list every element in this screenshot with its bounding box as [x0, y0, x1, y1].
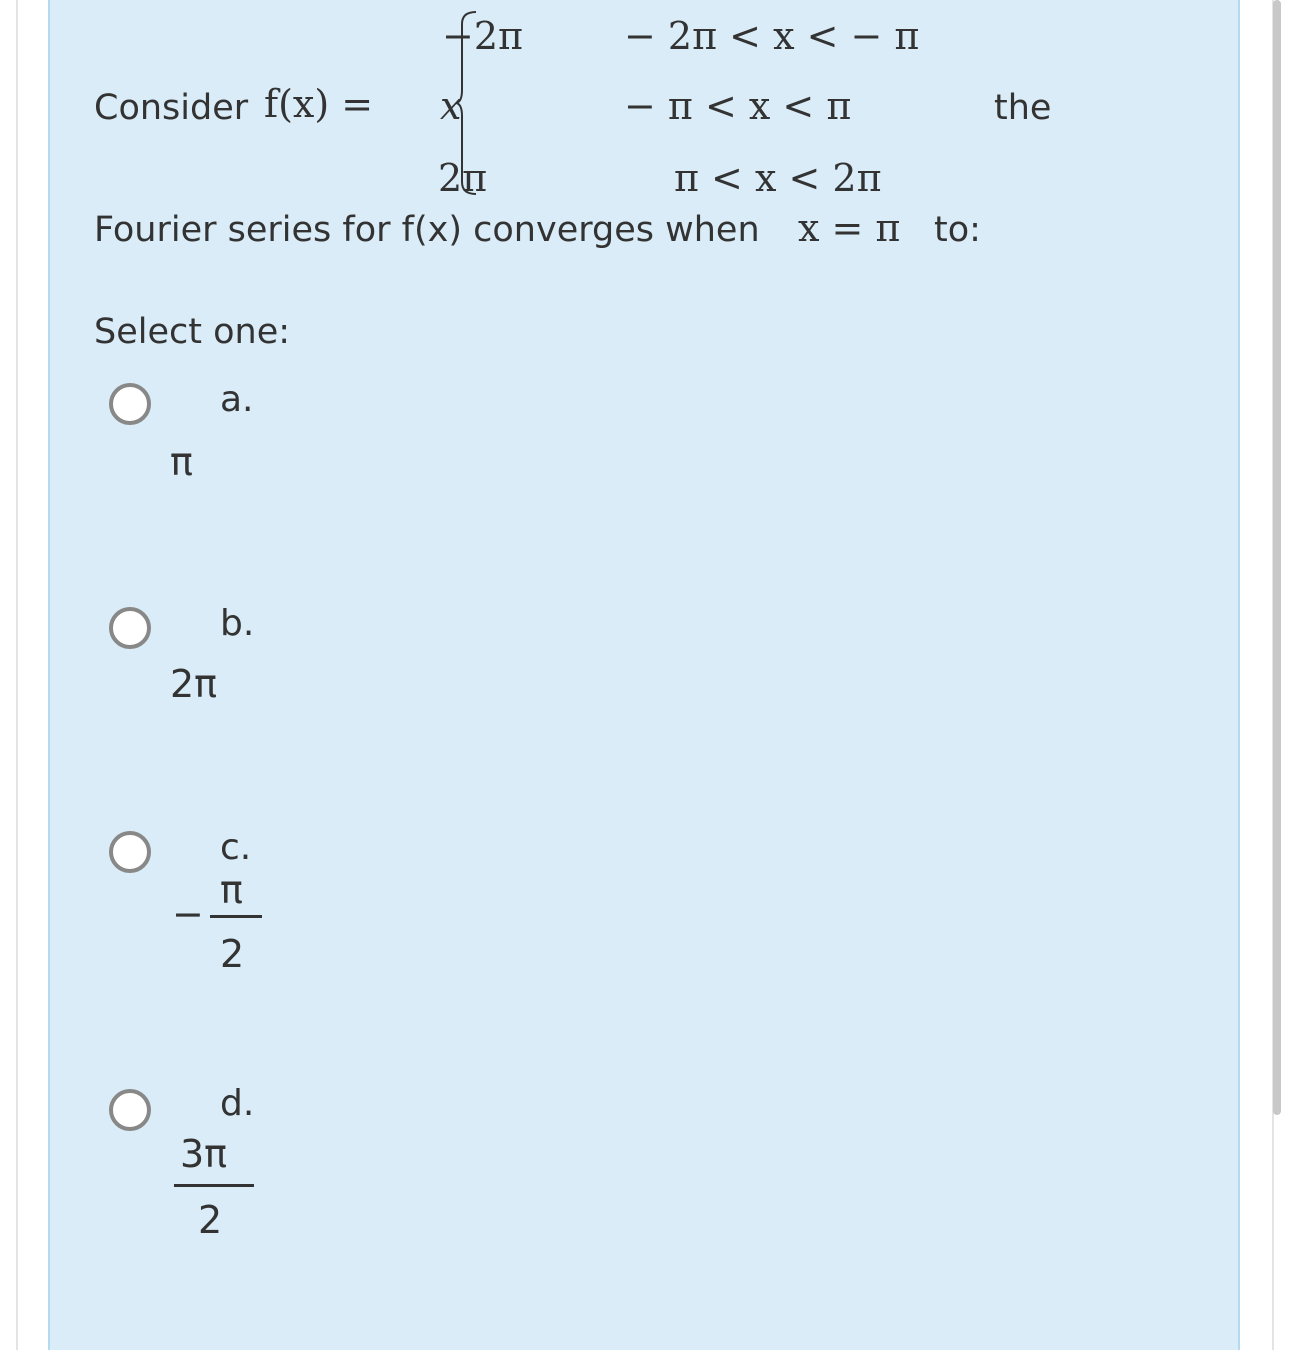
- scrollbar[interactable]: [1273, 0, 1281, 1115]
- option-c-letter: c.: [220, 827, 252, 868]
- option-d-fraction-bar: [174, 1184, 254, 1187]
- select-one-label: Select one:: [94, 312, 291, 352]
- option-c-numerator: π: [220, 868, 243, 912]
- option-c-radio[interactable]: [108, 830, 152, 874]
- option-b-radio[interactable]: [108, 606, 152, 650]
- option-c-sign: −: [172, 892, 204, 936]
- option-a-radio[interactable]: [108, 382, 152, 426]
- piece-1-value: −2π: [442, 14, 523, 58]
- option-a-letter: a.: [220, 379, 254, 420]
- option-d-numerator: 3π: [180, 1132, 228, 1176]
- question-suffix: the: [994, 88, 1052, 128]
- option-c-fraction-bar: [210, 915, 262, 918]
- option-d-letter: d.: [220, 1083, 255, 1124]
- question-prefix: Consider: [94, 88, 249, 128]
- piece-3-value: 2π: [438, 156, 488, 200]
- option-d-denominator: 2: [198, 1198, 223, 1242]
- content-border-left: [16, 0, 18, 1350]
- piece-2-condition: − π < x < π: [624, 84, 852, 128]
- option-d-radio[interactable]: [108, 1088, 152, 1132]
- function-label: f(x) =: [264, 82, 374, 126]
- option-a-value: π: [170, 440, 193, 484]
- question-line-2-end: to:: [934, 210, 981, 250]
- option-b-value: 2π: [170, 662, 218, 706]
- piece-2-value: x: [440, 84, 462, 128]
- question-panel: [48, 0, 1240, 1350]
- question-line-2: Fourier series for f(x) converges when: [94, 210, 760, 250]
- question-math-x-equals-pi: x = π: [798, 206, 901, 250]
- piece-3-condition: π < x < 2π: [674, 156, 882, 200]
- option-b-letter: b.: [220, 603, 255, 644]
- piece-1-condition: − 2π < x < − π: [624, 14, 920, 58]
- option-c-denominator: 2: [220, 932, 245, 976]
